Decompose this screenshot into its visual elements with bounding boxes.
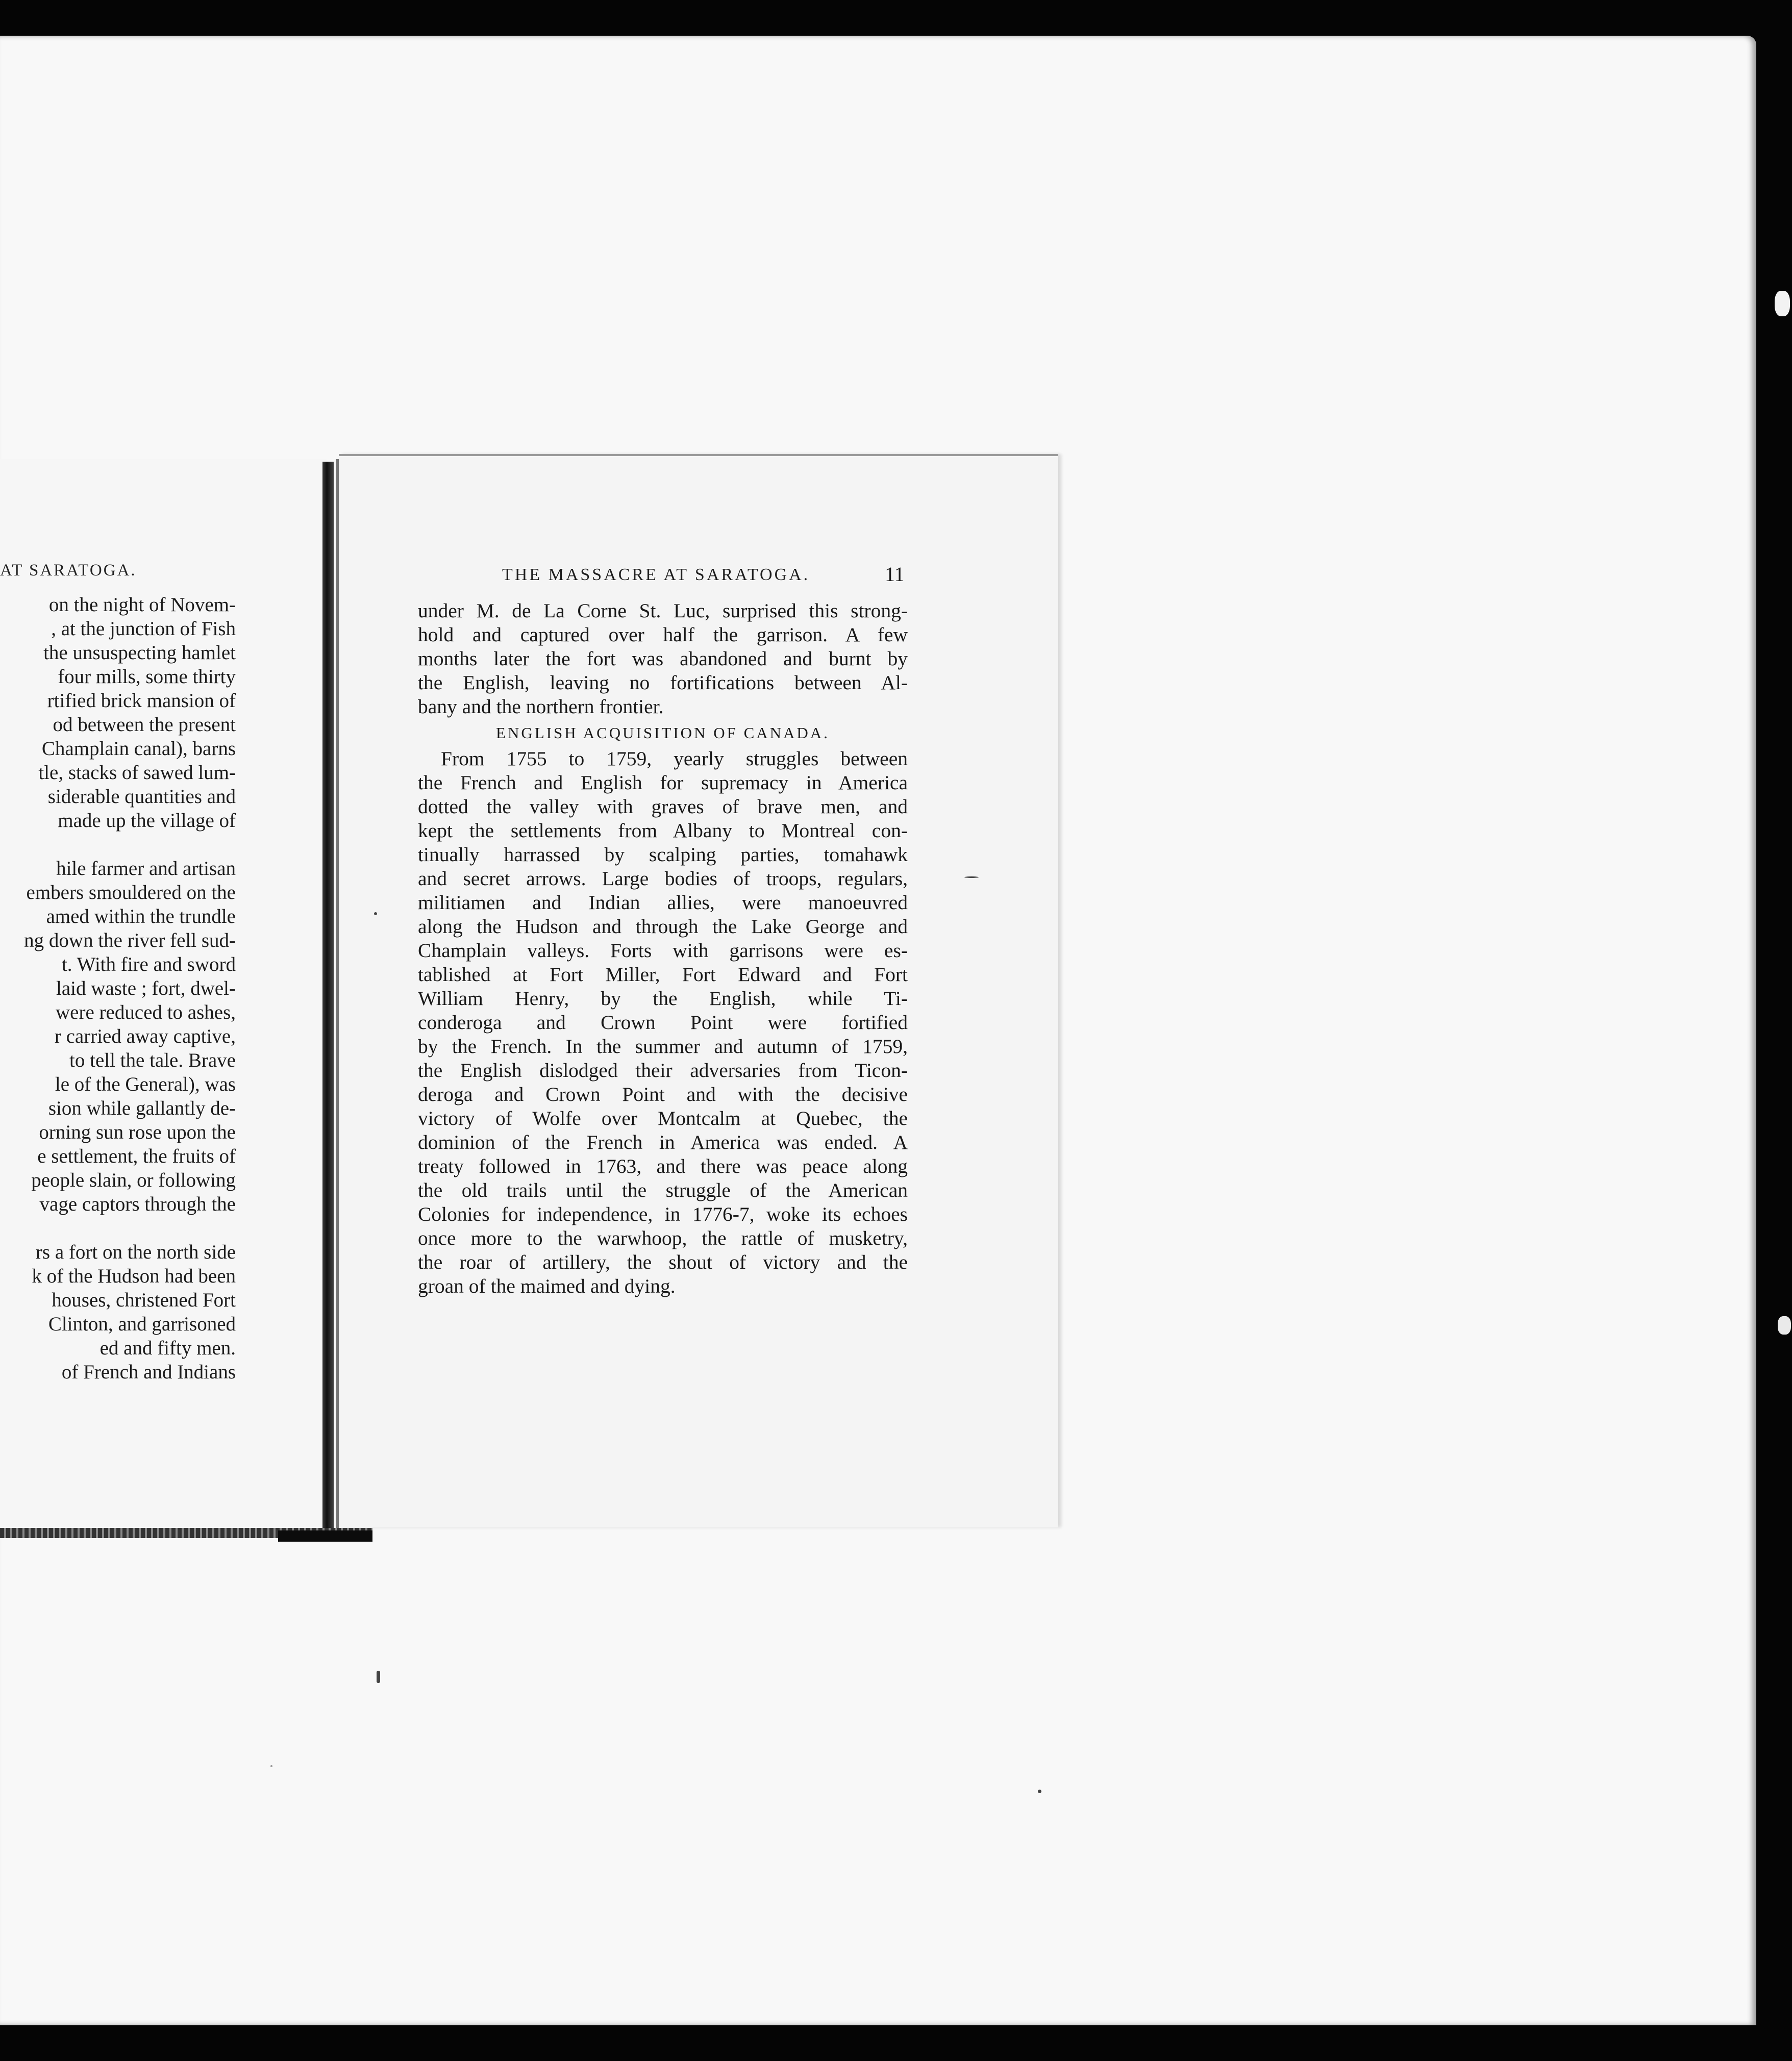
text-line: and secret arrows. Large bodies of troops, regulars, (418, 867, 908, 890)
scan-speck (270, 1765, 272, 1767)
text-line: houses, christened Fort (52, 1289, 236, 1311)
text-line: r carried away captive, (54, 1025, 236, 1047)
text-line: orning sun rose upon the (39, 1121, 236, 1143)
text-line: amed within the trundle (46, 906, 236, 927)
text-line: the roar of artillery, the shout of victory and the (418, 1251, 908, 1273)
text-line: kept the settlements from Albany to Montreal con- (418, 819, 908, 842)
text-line: the old trails until the struggle of the American (418, 1179, 908, 1201)
text-line: vage captors through the (39, 1193, 236, 1215)
text-line: laid waste ; fort, dwel- (56, 977, 236, 999)
text-line: rs a fort on the north side (35, 1241, 236, 1263)
text-line: months later the fort was abandoned and burnt by (418, 647, 908, 670)
text-line: four mills, some thirty (58, 666, 236, 688)
running-head: THE MASSACRE AT SARATOGA. (502, 565, 810, 584)
text-line: the English, leaving no fortifications between Al- (418, 671, 908, 694)
text-line: to tell the tale. Brave (69, 1049, 236, 1071)
text-line: Champlain canal), barns (41, 738, 236, 760)
text-line: militiamen and Indian allies, were manoeuvred (418, 891, 908, 914)
scan-speck (374, 912, 377, 915)
text-line: hold and captured over half the garrison. A few (418, 623, 908, 646)
text-line: , at the junction of Fish (51, 618, 236, 640)
text-line: le of the General), was (55, 1073, 236, 1095)
text-line: by the French. In the summer and autumn of 1759, (418, 1035, 908, 1058)
binding-gutter (322, 462, 334, 1530)
text-line: made up the village of (58, 810, 236, 832)
text-line: the unsuspecting hamlet (43, 642, 236, 664)
text-line: along the Hudson and through the Lake George and (418, 915, 908, 938)
paragraph-break (0, 833, 236, 857)
text-line: ed and fifty men. (99, 1337, 236, 1359)
text-line: the English dislodged their adversaries from Ticon- (418, 1059, 908, 1082)
text-line: tablished at Fort Miller, Fort Edward and Fort (418, 963, 908, 986)
text-line: conderoga and Crown Point were fortified (418, 1011, 908, 1034)
body-text (418, 599, 908, 1298)
text-line: William Henry, by the English, while Ti- (418, 987, 908, 1010)
text-line: deroga and Crown Point and with the decisive (418, 1083, 908, 1105)
text-line: od between the present (53, 714, 236, 736)
left-page-header: AT SARATOGA. (0, 561, 137, 580)
text-line: dotted the valley with graves of brave men, and (418, 795, 908, 818)
left-page-text (0, 593, 236, 1384)
paragraph-break (0, 1216, 236, 1240)
text-line: groan of the maimed and dying. (418, 1275, 676, 1297)
text-line: tle, stacks of sawed lum- (38, 762, 236, 784)
text-line: From 1755 to 1759, yearly struggles between (441, 747, 908, 770)
text-line: siderable quantities and (47, 786, 236, 808)
text-line: once more to the warwhoop, the rattle of musketry, (418, 1227, 908, 1249)
text-line: bany and the northern frontier. (418, 695, 664, 718)
text-line: were reduced to ashes, (56, 1001, 236, 1023)
left-page (0, 459, 327, 1528)
paragraph (418, 747, 908, 1298)
scan-speck (377, 1671, 380, 1683)
text-line: Clinton, and garrisoned (48, 1313, 236, 1335)
text-line: on the night of Novem- (48, 594, 236, 616)
text-line: rtified brick mansion of (47, 690, 236, 712)
section-heading: ENGLISH ACQUISITION OF CANADA. (496, 724, 830, 742)
text-line: Champlain valleys. Forts with garrisons were es- (418, 939, 908, 962)
edge-artifact (1775, 291, 1790, 316)
scan-speck (1038, 1790, 1041, 1793)
scan-speck (964, 876, 979, 878)
text-line: dominion of the French in America was ended. A (418, 1131, 908, 1153)
text-line: people slain, or following (31, 1169, 236, 1191)
text-line: treaty followed in 1763, and there was peace along (418, 1155, 908, 1177)
text-line: t. With fire and sword (61, 953, 236, 975)
text-line: k of the Hudson had been (32, 1265, 236, 1287)
page-number: 11 (885, 563, 905, 586)
text-line: Colonies for independence, in 1776-7, woke its echoes (418, 1203, 908, 1225)
text-line: under M. de La Corne St. Luc, surprised this strong- (418, 599, 908, 622)
text-line: embers smouldered on the (26, 882, 236, 903)
text-line: tinually harrassed by scalping parties, tomahawk (418, 843, 908, 866)
text-line: victory of Wolfe over Montcalm at Quebec, the (418, 1107, 908, 1129)
text-line: e settlement, the fruits of (37, 1145, 236, 1167)
text-line: sion while gallantly de- (48, 1097, 236, 1119)
paragraph (418, 599, 908, 719)
page-bottom-shadow (278, 1530, 372, 1542)
edge-artifact (1778, 1316, 1791, 1335)
text-line: the French and English for supremacy in America (418, 771, 908, 794)
right-page (339, 454, 1058, 1527)
text-line: hile farmer and artisan (56, 858, 236, 879)
text-line: of French and Indians (61, 1361, 236, 1383)
text-line: ng down the river fell sud- (24, 929, 236, 951)
